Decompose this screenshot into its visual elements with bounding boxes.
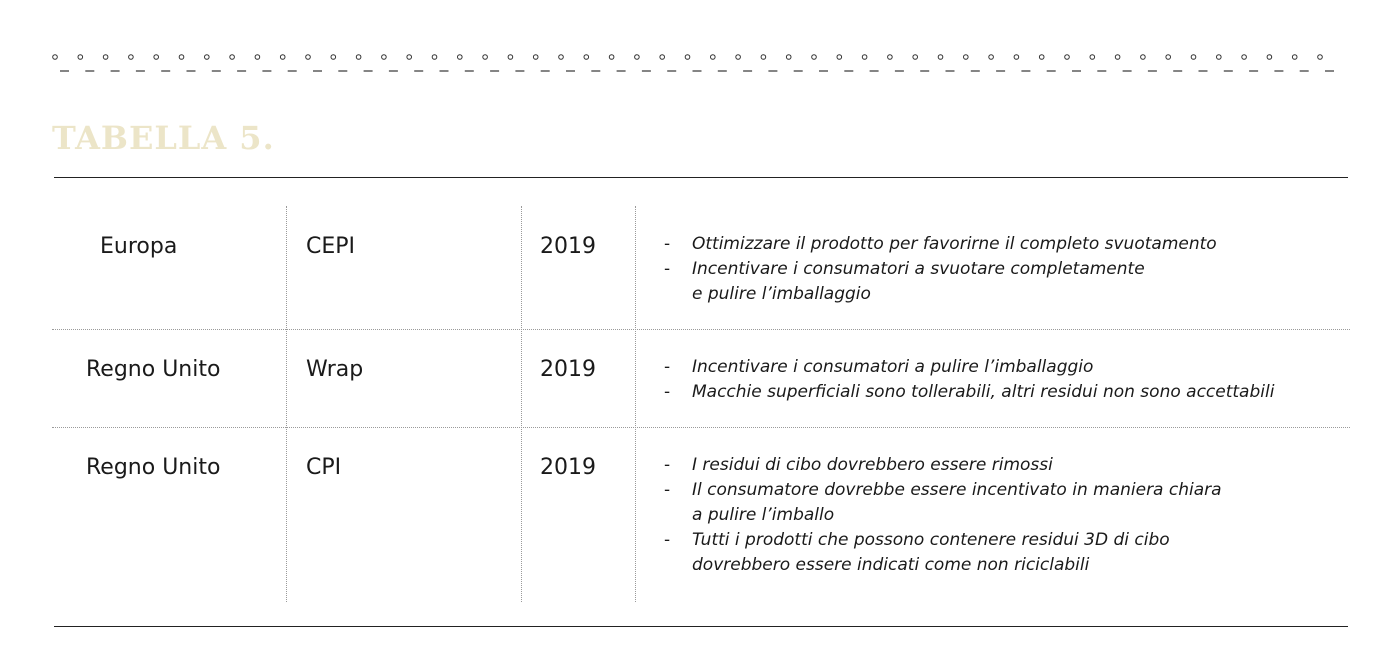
- year-cell: 2019: [540, 455, 596, 480]
- notes-list: [664, 355, 1274, 405]
- decorative-circle: [255, 55, 260, 60]
- note-text: Incentivare i consumatori a svuotare completamente e pulire l’imballaggio: [692, 259, 1145, 304]
- row-separator: [52, 427, 1350, 428]
- decorative-circle: [837, 55, 842, 60]
- list-item: - Macchie superficiali sono tollerabili, altri residui non sono accettabili: [664, 382, 1275, 402]
- decorative-circle: [1141, 55, 1146, 60]
- list-item: - Il consumatore dovrebbe essere incentivato in maniera chiara a pulire l’imballo: [664, 480, 1222, 525]
- organization-cell: Wrap: [306, 357, 364, 382]
- decorative-circle: [1039, 55, 1044, 60]
- decorative-circle: [761, 55, 766, 60]
- note-text: Il consumatore dovrebbe essere incentivato in maniera chiara a pulire l’imballo: [692, 480, 1222, 525]
- page-title: TABELLA 5.: [52, 119, 275, 157]
- decorative-circle: [964, 55, 969, 60]
- note-text: Incentivare i consumatori a pulire l’imballaggio: [692, 357, 1094, 377]
- decorative-circle: [609, 55, 614, 60]
- decorative-circle: [1267, 55, 1272, 60]
- row-separator: [52, 329, 1350, 330]
- column-separator: [521, 206, 522, 602]
- decorative-circle: [736, 55, 741, 60]
- decorative-circle: [331, 55, 336, 60]
- region-cell: Europa: [100, 234, 178, 259]
- decorative-circle: [989, 55, 994, 60]
- decorative-circle: [1115, 55, 1120, 60]
- decorative-circle: [1318, 55, 1323, 60]
- decorative-circle: [53, 55, 58, 60]
- decorative-circle: [230, 55, 235, 60]
- notes-list: [664, 232, 1217, 307]
- decorative-circle: [508, 55, 513, 60]
- list-item: - Incentivare i consumatori a pulire l’imballaggio: [664, 357, 1094, 377]
- decorative-circle: [1014, 55, 1019, 60]
- decorative-circle: [635, 55, 640, 60]
- decorative-circle: [1217, 55, 1222, 60]
- decorative-circle: [660, 55, 665, 60]
- organization-cell: CPI: [306, 455, 342, 480]
- decorative-circle: [280, 55, 285, 60]
- decorative-circle: [1166, 55, 1171, 60]
- decorative-circle: [103, 55, 108, 60]
- decorative-circle: [711, 55, 716, 60]
- table-top-rule: [54, 177, 1348, 178]
- decorative-circle: [205, 55, 210, 60]
- decorative-circle: [483, 55, 488, 60]
- table-bottom-rule: [54, 626, 1348, 627]
- decorative-border: [0, 0, 1400, 80]
- region-cell: Regno Unito: [86, 455, 221, 480]
- decorative-circle: [432, 55, 437, 60]
- notes-list: [664, 453, 1222, 578]
- decorative-circle: [1065, 55, 1070, 60]
- decorative-circle: [938, 55, 943, 60]
- decorative-circle: [559, 55, 564, 60]
- region-cell: Regno Unito: [86, 357, 221, 382]
- note-text: Ottimizzare il prodotto per favorirne il completo svuotamento: [692, 234, 1217, 254]
- decorative-circle: [458, 55, 463, 60]
- decorative-circle: [356, 55, 361, 60]
- decorative-circle: [584, 55, 589, 60]
- decorative-circle: [533, 55, 538, 60]
- column-separator: [286, 206, 287, 602]
- decorative-circle: [1242, 55, 1247, 60]
- decorative-circle: [1191, 55, 1196, 60]
- column-separator: [635, 206, 636, 602]
- note-text: I residui di cibo dovrebbero essere rimossi: [692, 455, 1053, 475]
- year-cell: 2019: [540, 357, 596, 382]
- decorative-circle: [913, 55, 918, 60]
- year-cell: 2019: [540, 234, 596, 259]
- note-text: Macchie superficiali sono tollerabili, altri residui non sono accettabili: [692, 382, 1275, 402]
- decorative-circle: [1090, 55, 1095, 60]
- list-item: - I residui di cibo dovrebbero essere rimossi: [664, 455, 1053, 475]
- note-text: Tutti i prodotti che possono contenere residui 3D di cibo dovrebbero essere indicati come non riciclabili: [692, 530, 1170, 575]
- decorative-circle: [154, 55, 159, 60]
- list-item: - Incentivare i consumatori a svuotare completamente e pulire l’imballaggio: [664, 259, 1145, 304]
- decorative-circle: [685, 55, 690, 60]
- decorative-circle: [306, 55, 311, 60]
- decorative-circle: [382, 55, 387, 60]
- decorative-circle: [78, 55, 83, 60]
- decorative-circle: [888, 55, 893, 60]
- list-item: - Ottimizzare il prodotto per favorirne il completo svuotamento: [664, 234, 1217, 254]
- decorative-circle: [1292, 55, 1297, 60]
- organization-cell: CEPI: [306, 234, 356, 259]
- decorative-circle: [129, 55, 134, 60]
- decorative-circle: [786, 55, 791, 60]
- list-item: - Tutti i prodotti che possono contenere residui 3D di cibo dovrebbero essere indicati come non riciclabili: [664, 530, 1170, 575]
- decorative-circle: [862, 55, 867, 60]
- decorative-circle: [812, 55, 817, 60]
- decorative-circle: [179, 55, 184, 60]
- decorative-circle: [407, 55, 412, 60]
